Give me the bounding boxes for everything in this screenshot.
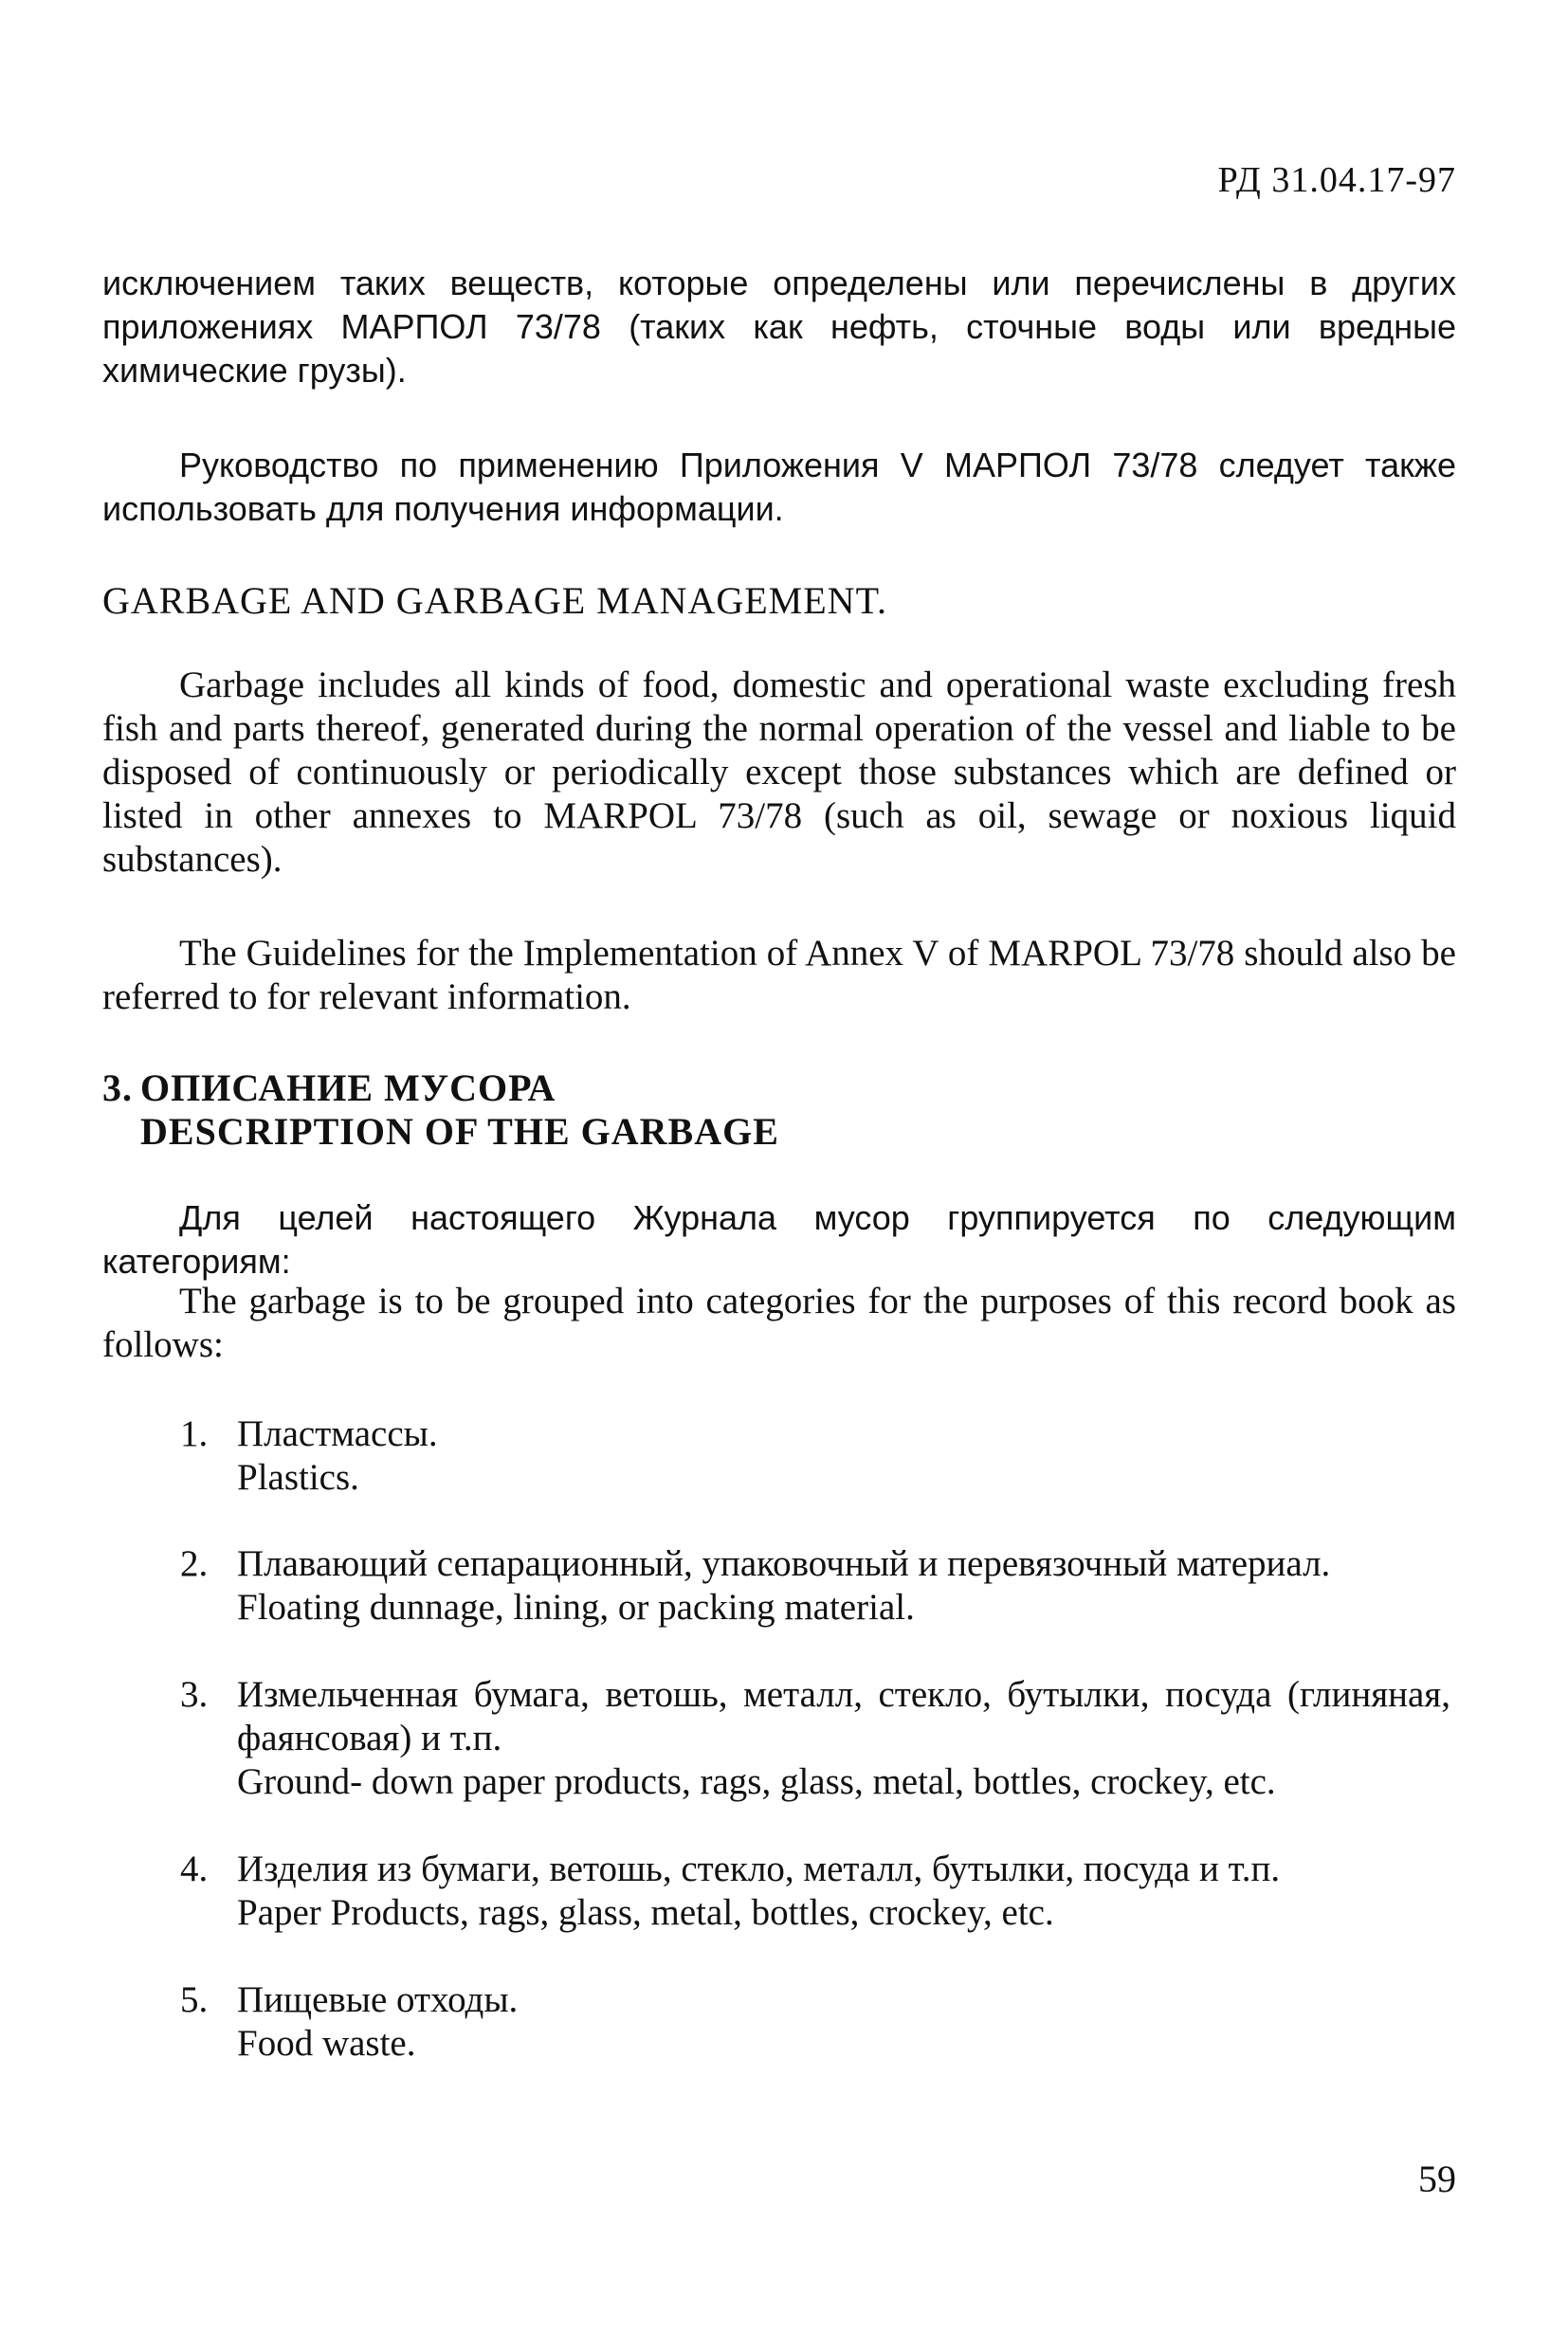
category-ru: Измельченная бумага, ветошь, металл, стекло, бутылки, посуда (глиняная, фаянсовая) и т.п.	[237, 1674, 1450, 1758]
paragraph-guidelines-ru: Руководство по применению Приложения V МАРПОЛ 73/78 следует также использовать для получения информации.	[102, 446, 1456, 528]
paragraph-continuation-ru: исключением таких веществ, которые определены или перечислены в других приложениях МАРПОЛ 73/78 (таких как нефть, сточные воды или вредные химические грузы).	[102, 264, 1456, 390]
category-ru: Пищевые отходы.	[237, 1979, 519, 2020]
category-en: Ground- down paper products, rags, glass, metal, bottles, crockey, etc.	[237, 1761, 1276, 1802]
category-number: 2.	[180, 1543, 209, 1584]
category-en: Floating dunnage, lining, or packing material.	[237, 1587, 915, 1628]
category-en: Paper Products, rags, glass, metal, bottles, crockey, etc.	[237, 1892, 1054, 1933]
category-number: 5.	[180, 1979, 209, 2020]
category-number: 1.	[180, 1413, 209, 1454]
document-code: РД 31.04.17-97	[1217, 160, 1456, 200]
category-en: Plastics.	[237, 1457, 359, 1498]
category-number: 4.	[180, 1849, 209, 1889]
category-number: 3.	[180, 1674, 209, 1715]
category-en: Food waste.	[237, 2023, 416, 2064]
heading-garbage-management: GARBAGE AND GARBAGE MANAGEMENT.	[102, 579, 888, 622]
category-ru: Пластмассы.	[237, 1413, 438, 1454]
section-3-heading	[102, 1066, 556, 1110]
section-3-heading-en: DESCRIPTION OF THE GARBAGE	[140, 1110, 779, 1153]
section-number: 3.	[102, 1066, 133, 1109]
section-3-intro-ru: Для целей настоящего Журнала мусор группируется по следующим категориям:	[102, 1198, 1456, 1281]
paragraph-guidelines-en: The Guidelines for the Implementation of Annex V of MARPOL 73/78 should also be referred to for relevant information.	[102, 933, 1456, 1017]
section-3-intro-en: The garbage is to be grouped into categories for the purposes of this record book as follows:	[102, 1281, 1456, 1365]
category-ru: Плавающий сепарационный, упаковочный и перевязочный материал.	[237, 1543, 1331, 1584]
section-title-ru: ОПИСАНИЕ МУСОРА	[140, 1066, 556, 1109]
page-number: 59	[1418, 2158, 1456, 2200]
category-ru: Изделия из бумаги, ветошь, стекло, металл, бутылки, посуда и т.п.	[237, 1849, 1281, 1889]
paragraph-garbage-definition-en: Garbage includes all kinds of food, domestic and operational waste excluding fresh fish and parts thereof, generated during the normal operation of the vessel and liable to be disposed of continuously or periodically except those substances which are defined or listed in other annexes to MARPOL 73/78 (such as oil, sewage or noxious liquid substances).	[102, 665, 1456, 880]
